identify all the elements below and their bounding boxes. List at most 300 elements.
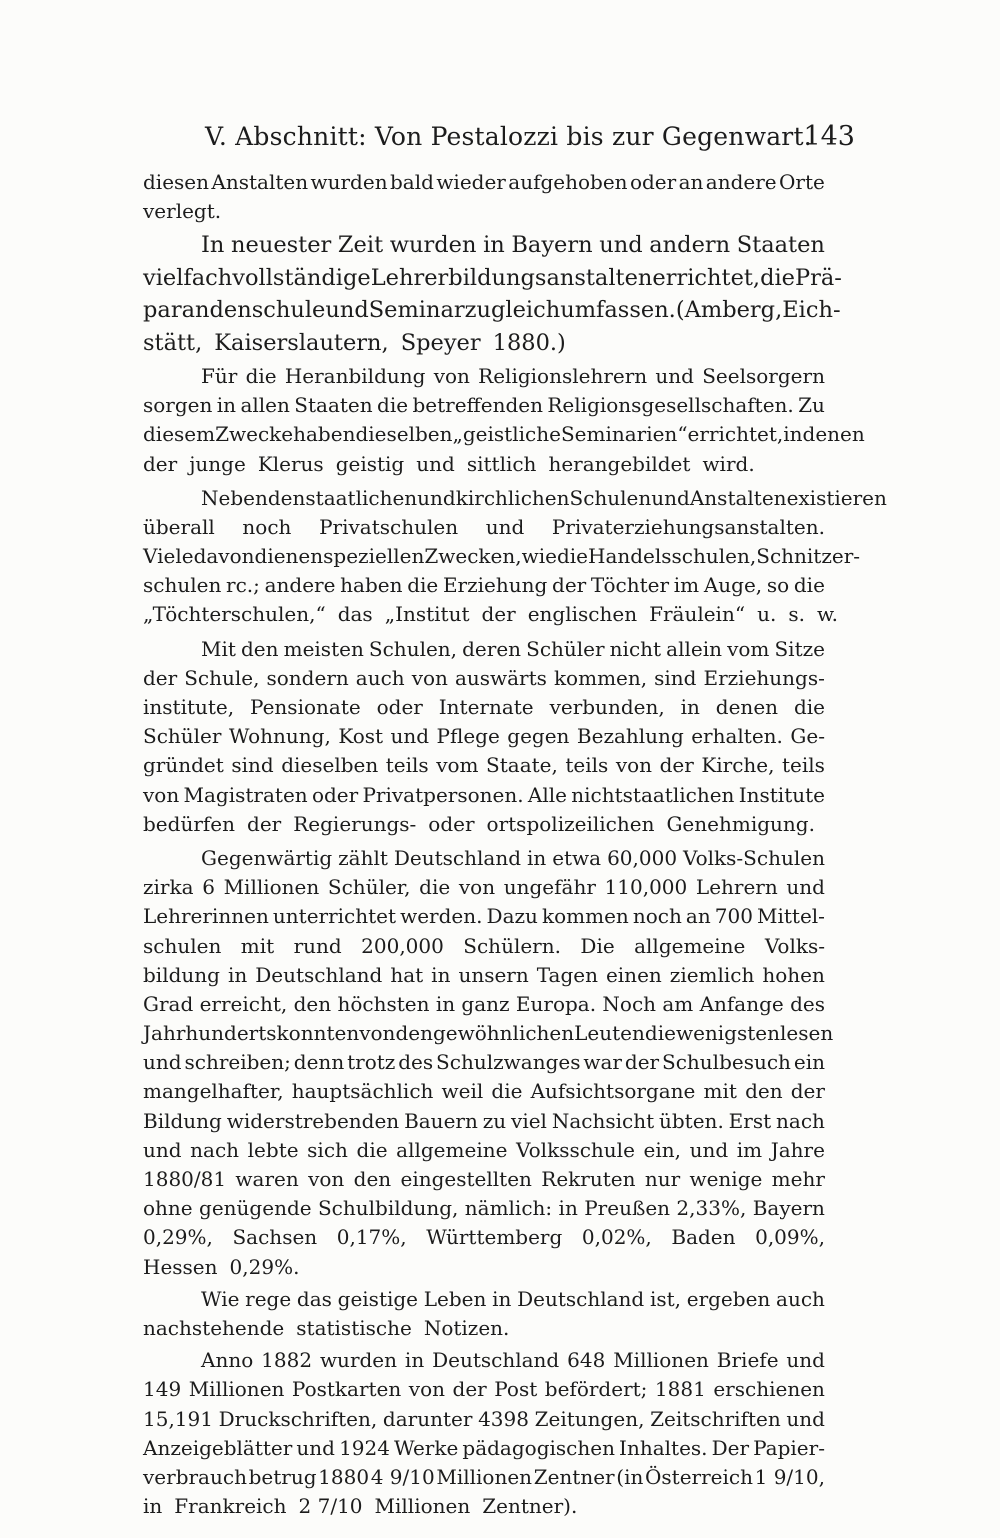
word: von: [408, 1377, 446, 1402]
word: ist,: [649, 1286, 682, 1311]
word: Zwecke: [215, 422, 294, 447]
word: und: [651, 485, 690, 510]
word: Pensionate: [250, 695, 361, 719]
word: 700: [714, 904, 753, 929]
word: sondern: [266, 665, 349, 690]
word: zirka: [143, 875, 194, 900]
word: zugleich: [464, 297, 561, 324]
word: betreffenden: [412, 393, 543, 418]
word: mangelhafter,: [143, 1079, 284, 1104]
word: Privatschulen: [319, 514, 459, 539]
word: und: [485, 514, 525, 539]
word: die: [793, 573, 825, 598]
word: schreiben;: [184, 1050, 291, 1075]
word: Volks-: [764, 933, 825, 958]
word: und: [296, 1435, 335, 1460]
word: sind: [654, 665, 697, 690]
word: Die: [580, 933, 615, 958]
word: w.: [816, 602, 839, 627]
word: pädagogischen: [462, 1435, 615, 1460]
word: Lehrerinnen: [143, 904, 269, 929]
word: dieselben: [281, 753, 379, 778]
word: umfassen.: [560, 297, 676, 324]
word: schulen: [143, 573, 222, 598]
word: Viele: [143, 544, 194, 569]
word: weil: [441, 1079, 484, 1104]
word: vielfach: [143, 264, 233, 291]
word: in: [483, 232, 505, 259]
word: kirchlichen: [455, 485, 570, 510]
word: Papier-: [753, 1435, 825, 1460]
word: errichtet,: [687, 422, 784, 447]
word: mit: [240, 933, 275, 958]
word: Schulen,: [368, 636, 458, 661]
word: Fräulein“: [649, 602, 746, 627]
word: die: [356, 1137, 388, 1162]
text-line: [143, 751, 825, 780]
word: in: [143, 1494, 163, 1519]
word: Post: [494, 1377, 538, 1402]
word: 1880.): [492, 329, 566, 356]
word: Zeit: [337, 232, 384, 259]
word: Lehrern: [695, 875, 778, 900]
word: Auge,: [703, 573, 763, 598]
word: Deutschland: [255, 962, 383, 987]
word: Alle: [527, 782, 567, 807]
word: Volks-Schulen: [683, 845, 825, 870]
text-line: [143, 810, 825, 839]
word: ein,: [643, 1137, 681, 1162]
word: Privatpersonen.: [362, 782, 524, 807]
word: zählt: [338, 845, 388, 870]
word: kommen,: [553, 665, 648, 690]
word: 0,02%,: [581, 1225, 652, 1250]
word: hohen: [762, 962, 825, 987]
text-line: [143, 932, 825, 961]
word: rege: [245, 1286, 292, 1311]
text-line: [143, 1253, 825, 1282]
word: war: [583, 1050, 622, 1075]
word: einen: [605, 962, 662, 987]
word: und: [143, 1050, 182, 1075]
word: 1882: [261, 1348, 313, 1373]
word: die: [407, 573, 439, 598]
word: widerstrebenden: [226, 1108, 400, 1133]
text-line: [143, 1314, 825, 1343]
word: Bezahlung: [576, 724, 684, 749]
word: denn: [293, 1050, 345, 1075]
word: Sitze: [774, 636, 825, 661]
word: „geistliche: [452, 422, 561, 447]
word: noch: [242, 514, 292, 539]
word: noch: [632, 904, 682, 929]
word: von: [143, 782, 180, 807]
word: nachstehende: [143, 1315, 285, 1340]
word: Grad: [143, 991, 194, 1016]
page-number: 143: [803, 121, 855, 152]
word: rund: [293, 933, 342, 958]
word: 15,191: [143, 1406, 213, 1431]
word: mit: [703, 1079, 737, 1104]
word: Schulbesuch: [662, 1050, 791, 1075]
word: Eich-: [782, 297, 841, 324]
word: in: [216, 393, 237, 418]
word: mehr: [771, 1167, 825, 1191]
text-line: [143, 1223, 825, 1252]
text-line: [143, 1492, 825, 1521]
word: Druckschriften,: [218, 1406, 378, 1431]
word: bildung: [143, 962, 220, 987]
word: von: [411, 665, 448, 690]
word: Aufsichtsorgane: [530, 1079, 696, 1104]
word: in: [680, 695, 700, 719]
word: zu: [482, 1108, 507, 1133]
word: des: [398, 1050, 434, 1075]
word: Anno: [201, 1348, 254, 1373]
word: in: [526, 845, 547, 870]
word: Magistraten: [183, 782, 308, 807]
word: und: [417, 485, 456, 510]
word: der: [624, 1050, 660, 1075]
word: Briefe: [716, 1348, 779, 1373]
text-line: [143, 1136, 825, 1165]
word: Zentner: [533, 1464, 615, 1489]
word: geistige: [337, 1286, 419, 1311]
word: junge: [189, 451, 246, 476]
word: von: [359, 1021, 396, 1046]
word: teils: [782, 753, 825, 778]
word: teils: [385, 753, 429, 778]
word: nicht: [609, 636, 662, 661]
word: der: [790, 1079, 825, 1104]
word: auswärts: [454, 665, 547, 690]
word: diesen: [143, 170, 210, 194]
word: Dazu: [486, 904, 538, 929]
word: hat: [390, 962, 424, 987]
word: Anzeigeblätter: [143, 1435, 293, 1460]
word: Millionen: [374, 1494, 471, 1519]
word: kommen: [541, 904, 629, 929]
word: unsern: [458, 962, 529, 987]
text-line: [143, 902, 825, 931]
word: in: [435, 991, 456, 1016]
word: Wohnung,: [228, 724, 331, 749]
word: gründet: [143, 753, 224, 778]
word: stätt,: [143, 329, 203, 356]
word: Schülern.: [463, 933, 561, 958]
word: vollständige: [232, 264, 371, 291]
word: 1924: [339, 1435, 390, 1460]
word: diesem: [143, 422, 216, 447]
word: Schüler,: [327, 875, 411, 900]
word: an: [678, 170, 704, 194]
word: wurden: [319, 1348, 398, 1373]
body-text: [143, 168, 887, 1521]
text-line: [143, 229, 825, 261]
word: die: [644, 1021, 676, 1046]
word: Klerus: [257, 451, 324, 476]
word: Töchter: [590, 573, 670, 598]
word: herangebildet: [548, 451, 691, 476]
word: Lehrerbildungsanstalten: [370, 264, 653, 291]
word: Europa.: [515, 991, 597, 1016]
word: Erziehung: [442, 573, 548, 598]
word: Für: [201, 363, 238, 388]
text-line: [143, 1346, 825, 1375]
word: 0,17%,: [336, 1225, 407, 1250]
word: Bayern: [511, 232, 593, 259]
word: hauptsächlich: [291, 1079, 434, 1104]
word: genügende: [199, 1196, 312, 1221]
word: Hessen: [143, 1254, 218, 1279]
word: den: [353, 1167, 392, 1191]
word: Staate,: [486, 753, 558, 778]
word: Anfange: [699, 991, 784, 1016]
word: vom: [436, 753, 479, 778]
word: Kost: [338, 724, 384, 749]
word: Noch: [602, 991, 657, 1016]
word: geistig: [335, 451, 405, 476]
word: wenigsten: [675, 1021, 781, 1046]
word: haben: [340, 573, 403, 598]
chapter-title: V. Abschnitt: Von Pestalozzi bis zur Gegenwart.: [205, 122, 812, 151]
word: Württemberg: [426, 1225, 563, 1250]
word: nach: [190, 1137, 240, 1162]
word: allgemeine: [396, 1137, 508, 1162]
word: Gegenwärtig: [201, 845, 333, 870]
word: dieselben: [355, 422, 453, 447]
text-line: [143, 391, 825, 420]
word: Erziehungs-: [703, 665, 825, 690]
word: 0,09%,: [755, 1225, 825, 1250]
text-line: [143, 1165, 825, 1194]
word: institute,: [143, 695, 235, 719]
word: nichtstaatlichen: [571, 782, 735, 807]
word: an: [685, 904, 711, 929]
word: Werke: [394, 1435, 459, 1460]
word: Schulbildung,: [317, 1196, 459, 1221]
text-line: [143, 844, 825, 873]
word: nach: [776, 1108, 825, 1133]
word: der: [481, 602, 516, 627]
word: existieren: [786, 485, 887, 510]
word: betrug: [248, 1464, 317, 1489]
word: bald: [389, 170, 434, 194]
word: Preußen: [584, 1196, 671, 1221]
word: des: [790, 991, 825, 1016]
word: (in: [616, 1464, 644, 1489]
word: das: [337, 602, 373, 627]
text-line: [143, 722, 825, 751]
word: darunter: [382, 1406, 473, 1431]
word: Staaten: [294, 393, 373, 418]
word: oder: [311, 782, 359, 807]
word: waren: [235, 1167, 299, 1191]
word: Erst: [728, 1108, 772, 1133]
word: oder: [629, 170, 677, 194]
word: Nachsicht: [551, 1108, 655, 1133]
word: verlegt.: [143, 199, 222, 224]
word: englischen: [527, 602, 638, 627]
word: in: [431, 962, 451, 987]
text-line: [143, 197, 825, 226]
word: Der: [711, 1435, 750, 1460]
word: der: [143, 665, 178, 690]
word: ziemlich: [669, 962, 755, 987]
word: Kirche,: [701, 753, 775, 778]
word: sittlich: [466, 451, 537, 476]
word: Ge-: [790, 724, 825, 749]
word: Heranbildung: [284, 363, 426, 388]
word: lebte: [247, 1137, 299, 1162]
word: errichtet,: [652, 264, 761, 291]
word: 110,000: [604, 875, 688, 900]
word: deren: [462, 636, 522, 661]
word: in: [227, 962, 248, 987]
text-line: [143, 873, 825, 902]
word: nämlich:: [464, 1196, 553, 1221]
word: Schüler: [526, 636, 605, 661]
text-line: [143, 484, 887, 513]
text-line: [143, 1463, 825, 1492]
word: Mittel-: [757, 904, 825, 929]
word: Seminarien“: [560, 422, 688, 447]
word: von: [458, 875, 496, 900]
text-line: [143, 1077, 825, 1106]
word: ungefähr: [503, 875, 596, 900]
word: 149: [143, 1377, 182, 1402]
word: von: [308, 1167, 345, 1191]
word: 0,29%,: [143, 1225, 213, 1250]
word: und: [786, 1348, 825, 1373]
word: von: [615, 753, 653, 778]
word: „Töchterschulen,“: [143, 602, 326, 627]
word: Zwecken,: [424, 544, 522, 569]
word: denen: [802, 422, 865, 447]
word: gewöhnlichen: [432, 1021, 575, 1046]
word: Schnitzer-: [756, 544, 861, 569]
word: lesen: [780, 1021, 834, 1046]
word: 200,000: [361, 933, 444, 958]
word: auch: [776, 1286, 825, 1311]
word: in: [492, 1286, 512, 1311]
word: 1 9/10,: [754, 1464, 825, 1489]
word: u.: [757, 602, 777, 627]
word: im: [736, 1137, 763, 1162]
word: 4398: [478, 1406, 529, 1431]
word: Volksschule: [516, 1137, 635, 1162]
word: Leuten: [574, 1021, 645, 1046]
word: ergeben: [686, 1286, 771, 1311]
text-line: [143, 781, 825, 810]
word: Zu: [798, 393, 825, 418]
word: 4 9/10: [370, 1464, 435, 1489]
word: aufgehoben: [508, 170, 628, 194]
word: 6: [202, 875, 215, 900]
word: sich: [307, 1137, 348, 1162]
word: teils: [565, 753, 609, 778]
text-line: [143, 542, 861, 571]
word: das: [296, 1286, 332, 1311]
word: erhalten.: [691, 724, 783, 749]
word: Anstalten: [689, 485, 787, 510]
word: Religionslehrern: [478, 363, 648, 388]
text-line: [143, 168, 825, 197]
word: und: [655, 363, 694, 388]
word: (Amberg,: [675, 297, 783, 324]
word: Millionen: [436, 1464, 533, 1489]
word: höchsten: [337, 991, 430, 1016]
word: allgemeine: [634, 933, 746, 958]
word: konnten: [276, 1021, 360, 1046]
word: den: [293, 991, 332, 1016]
word: in: [558, 1196, 578, 1221]
text-line: [143, 600, 839, 629]
word: oder: [428, 811, 475, 836]
word: wenige: [689, 1167, 763, 1191]
word: staatlichen: [305, 485, 418, 510]
word: 0,29%.: [229, 1254, 300, 1279]
word: so: [766, 573, 790, 598]
word: wieder: [436, 170, 506, 194]
word: die: [491, 1079, 523, 1104]
word: Österreich: [645, 1464, 753, 1489]
word: Bildung: [143, 1108, 222, 1133]
word: nur: [644, 1167, 681, 1191]
word: sorgen: [143, 393, 213, 418]
word: die: [556, 544, 588, 569]
word: Tagen: [536, 962, 598, 987]
word: und: [786, 875, 825, 900]
word: Speyer: [400, 329, 481, 356]
word: Zeitungen,: [534, 1406, 645, 1431]
word: den: [241, 636, 279, 661]
word: Pflege: [436, 724, 500, 749]
word: und: [325, 297, 369, 324]
text-line: [143, 961, 825, 990]
word: andere: [705, 170, 777, 194]
word: Institute: [738, 782, 825, 807]
text-line: [143, 1194, 825, 1223]
word: die: [793, 695, 825, 719]
word: Staaten: [736, 232, 825, 259]
word: werden.: [400, 904, 483, 929]
word: dienen: [254, 544, 324, 569]
word: der: [552, 573, 587, 598]
word: 1880: [318, 1464, 370, 1489]
word: ganz: [461, 991, 510, 1016]
word: die: [419, 875, 451, 900]
word: Millionen: [188, 1377, 285, 1402]
word: eingestellten: [400, 1167, 532, 1191]
text-line: [143, 420, 865, 449]
text-line: [143, 513, 825, 542]
word: „Institut: [384, 602, 470, 627]
text-line: [143, 1048, 825, 1077]
word: parandenschule: [143, 297, 326, 324]
word: ortspolizeilichen: [486, 811, 655, 836]
word: unterrichtet: [272, 904, 397, 929]
word: trotz: [347, 1050, 396, 1075]
word: Leben: [423, 1286, 487, 1311]
word: 1880/81: [143, 1167, 227, 1191]
word: denen: [715, 695, 779, 719]
word: ein: [793, 1050, 825, 1075]
word: und: [689, 1137, 729, 1162]
word: Religionsgesellschaften.: [547, 393, 794, 418]
word: der: [659, 753, 694, 778]
word: auch: [355, 665, 405, 690]
